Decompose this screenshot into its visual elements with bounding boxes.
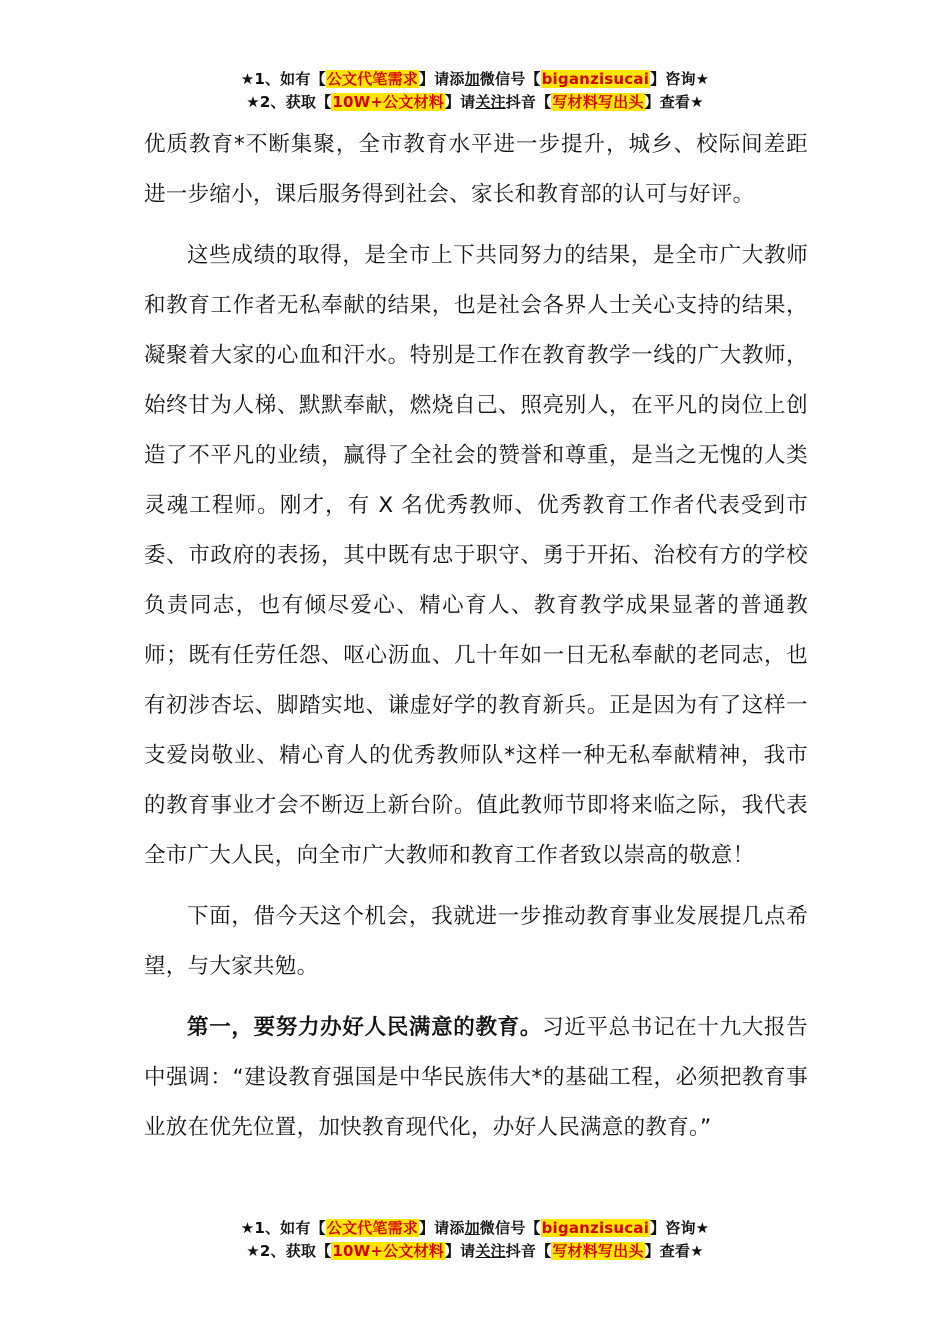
promo-highlight: 10W+公文材料 (332, 93, 444, 111)
promo-text: ★1、如有【 (240, 70, 326, 88)
promo-line-1 (0, 1217, 950, 1240)
section-heading-first: 第一，要努力办好人民满意的教育。 (187, 1015, 543, 1040)
promo-highlight: 公文代笔需求 (326, 1219, 418, 1237)
promo-underlined: 加 (464, 70, 480, 88)
promo-line-2 (0, 91, 950, 114)
promo-highlight: 公文代笔需求 (326, 70, 418, 88)
wechat-id-highlight: biganzisucai (541, 70, 650, 88)
promo-text: 】咨询★ (650, 1219, 710, 1237)
promo-text: 】请添 (418, 1219, 465, 1237)
paragraph-2: 这些成绩的取得，是全市上下共同努力的结果，是全市广大教师和教育工作者无私奉献的结果，也是社会各界人士关心支持的结果，凝聚着大家的心血和汗水。特别是工作在教育教学一线的广大教师，始终甘为人梯、默默奉献，燃烧自己、照亮别人，在平凡的岗位上创造了不平凡的业绩，赢得了全社会的赞誉和尊重，是当之无愧的人类灵魂工程师。刚才，有 X 名优秀教师、优秀教育工作者代表受到市委、市政府的表扬，其中既有忠于职守、勇于开拓、治校有方的学校负责同志，也有倾尽爱心、精心育人、教育教学成果显著的普通教师；既有任劳任怨、呕心沥血、几十年如一日无私奉献的老同志，也有初涉杏坛、脚踏实地、谦虚好学的教育新兵。正是因为有了这样一支爱岗敬业、精心育人的优秀教师队*这样一种无私奉献精神，我市的教育事业才会不断迈上新台阶。值此教师节即将来临之际，我代表全市广大人民，向全市广大教师和教育工作者致以崇高的敬意！ (144, 243, 808, 868)
promo-line-2 (0, 1240, 950, 1263)
promo-underlined: 关注 (475, 1242, 506, 1260)
promo-text: 】查看★ (644, 1242, 704, 1260)
promo-underlined: 关注 (475, 93, 506, 111)
promo-text: 】咨询★ (650, 70, 710, 88)
promo-text: 抖音【 (505, 93, 552, 111)
paragraph-4-text: 习近平总书记在十九大报告中强调：“建设教育强国是中华民族伟大*的基础工程，必须把教育事业放在优先位置，加快教育现代化，办好人民满意的教育。” (144, 1015, 808, 1140)
promo-text: 微信号【 (479, 1219, 541, 1237)
promo-text: 】请 (444, 1242, 476, 1260)
promo-line-1 (0, 68, 950, 91)
paragraph-1: 优质教育*不断集聚，全市教育水平进一步提升，城乡、校际间差距进一步缩小，课后服务得到社会、家长和教育部的认可与好评。 (144, 132, 808, 207)
douyin-account-highlight: 写材料写出头 (552, 1242, 644, 1260)
promo-highlight: 10W+公文材料 (332, 1242, 444, 1260)
promo-text: 】请 (444, 93, 476, 111)
promo-text: ★1、如有【 (240, 1219, 326, 1237)
promo-text: 微信号【 (479, 70, 541, 88)
document-body (144, 120, 808, 1153)
paragraph-4 (144, 1003, 808, 1153)
promo-text: 抖音【 (505, 1242, 552, 1260)
promo-banner-top (0, 68, 950, 114)
promo-banner-bottom (0, 1217, 950, 1263)
promo-text: 】查看★ (644, 93, 704, 111)
wechat-id-highlight: biganzisucai (541, 1219, 650, 1237)
promo-text: 】请添 (418, 70, 465, 88)
paragraph-3: 下面，借今天这个机会，我就进一步推动教育事业发展提几点希望，与大家共勉。 (144, 904, 808, 979)
promo-text: ★2、获取【 (246, 93, 332, 111)
promo-underlined: 加 (464, 1219, 480, 1237)
promo-text: ★2、获取【 (246, 1242, 332, 1260)
douyin-account-highlight: 写材料写出头 (552, 93, 644, 111)
